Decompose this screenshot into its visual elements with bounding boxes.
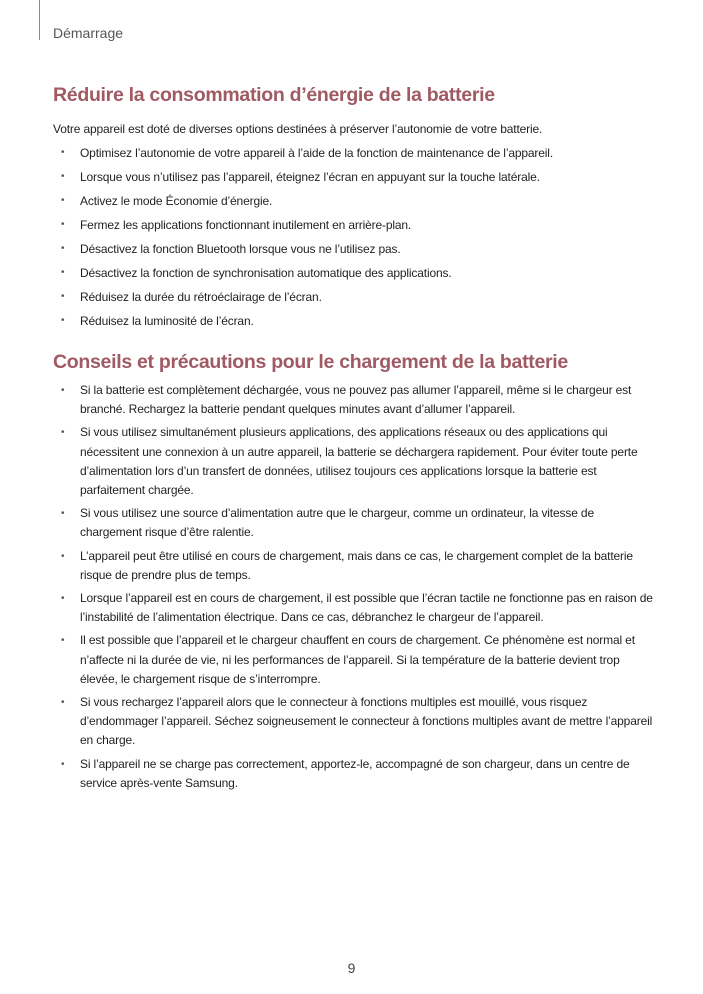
bullet-icon: • (61, 291, 65, 302)
list-item: • Si vous utilisez simultanément plusieurs applications, des applications réseaux ou des applications qui nécessitent une connexion à un autre appareil, la batterie se déchargera rapidement. Pour éviter toute perte d’alimentation lors d’un transfert de données, utilisez toujours ces applications lorsque la batterie est parfaitement chargée. (61, 425, 638, 498)
bullet-icon: • (61, 635, 65, 647)
list-item: • Réduisez la durée du rétroéclairage de l’écran. (61, 290, 322, 304)
bullet-icon: • (61, 243, 65, 254)
running-head: Démarrage (53, 25, 124, 41)
bullet-icon: • (61, 267, 65, 278)
list-item: • Si l’appareil ne se charge pas correctement, apportez-le, accompagné de son chargeur, dans un centre de service après-vente Samsung. (61, 756, 630, 790)
bullet-icon: • (61, 315, 65, 326)
list-item: • Optimisez l’autonomie de votre appareil à l’aide de la fonction de maintenance de l’appareil. (61, 146, 554, 160)
page-number: 9 (347, 960, 356, 976)
list-item: • Si vous utilisez une source d’alimentation autre que le chargeur, comme un ordinateur, la vitesse de chargement risque d’être ralentie. (61, 506, 594, 540)
section-title-battery-saving: Réduire la consommation d’énergie de la batterie (53, 84, 495, 106)
bullet-icon: • (61, 385, 65, 396)
bullet-icon: • (61, 147, 65, 158)
charging-tips-list (53, 381, 653, 793)
bullet-icon: • (61, 195, 65, 206)
list-item: • Réduisez la luminosité de l’écran. (61, 314, 254, 328)
bullet-icon: • (61, 697, 65, 709)
bullet-icon: • (61, 550, 65, 562)
list-item: • Lorsque l’appareil est en cours de chargement, il est possible que l’écran tactile ne fonctionne pas en raison de l’instabilité de l’alimentation électrique. Dans ce cas, débranchez le chargeur de l’appareil. (61, 591, 653, 625)
bullet-icon: • (61, 171, 65, 182)
list-item: • Fermez les applications fonctionnant inutilement en arrière-plan. (61, 218, 412, 232)
list-item: • Lorsque vous n’utilisez pas l’appareil, éteignez l’écran en appuyant sur la touche latérale. (61, 170, 540, 184)
margin-rule (39, 0, 40, 40)
list-item: • Il est possible que l’appareil et le chargeur chauffent en cours de chargement. Ce phénomène est normal et n’affecte ni la durée de vie, ni les performances de l’appareil. Si la température de la batterie devient trop élevée, le chargement risque de s’interrompre. (61, 633, 635, 686)
bullet-icon: • (61, 758, 65, 770)
section-intro: Votre appareil est doté de diverses options destinées à préserver l’autonomie de votre batterie. (53, 122, 543, 136)
list-item: • Activez le mode Économie d’énergie. (61, 194, 273, 208)
bullet-icon: • (61, 219, 65, 230)
bullet-icon: • (61, 427, 65, 439)
page-content (53, 84, 653, 793)
bullet-icon: • (61, 508, 65, 520)
bullet-icon: • (61, 593, 65, 605)
list-item: • Désactivez la fonction de synchronisation automatique des applications. (61, 266, 452, 280)
list-item: • Désactivez la fonction Bluetooth lorsque vous ne l’utilisez pas. (61, 242, 401, 256)
list-item: • L’appareil peut être utilisé en cours de chargement, mais dans ce cas, le chargement complet de la batterie risque de prendre plus de temps. (61, 548, 633, 582)
list-item: • Si la batterie est complètement déchargée, vous ne pouvez pas allumer l’appareil, même si le chargeur est branché. Rechargez la batterie pendant quelques minutes avant d’allumer l’appareil. (61, 383, 632, 417)
battery-saving-list (53, 145, 653, 329)
section-title-charging-tips: Conseils et précautions pour le chargement de la batterie (53, 351, 568, 373)
list-item: • Si vous rechargez l’appareil alors que le connecteur à fonctions multiples est mouillé, vous risquez d’endommager l’appareil. Séchez soigneusement le connecteur à fonctions multiples avant de mettre l’appareil en charge. (61, 695, 653, 748)
